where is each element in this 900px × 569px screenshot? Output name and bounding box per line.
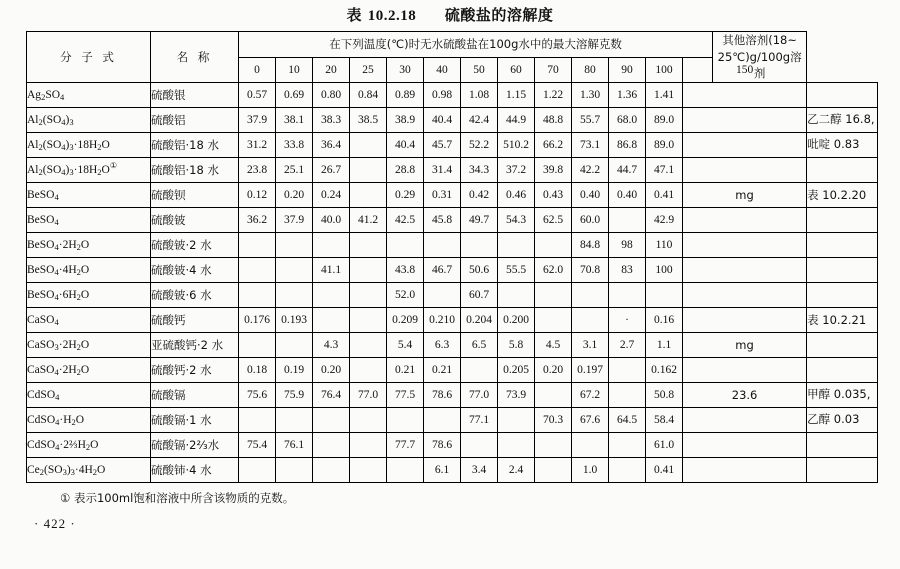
cell-value [683, 308, 807, 333]
cell-value: 0.24 [313, 183, 350, 208]
cell-name: 硫酸钙·2 水 [151, 358, 239, 383]
cell-value: 0.19 [276, 358, 313, 383]
page-number: · 422 · [34, 516, 76, 532]
cell-name: 硫酸镉·2⅔水 [151, 433, 239, 458]
header-temp-25: 25 [350, 57, 387, 83]
cell-value: 66.2 [535, 133, 572, 158]
cell-formula: BeSO$_4$ [27, 208, 151, 233]
cell-value: 0.197 [572, 358, 609, 383]
table-row [27, 383, 878, 408]
cell-value [498, 433, 535, 458]
header-temp-10: 10 [276, 57, 313, 83]
cell-value: 37.9 [239, 108, 276, 133]
cell-name: 硫酸镉 [151, 383, 239, 408]
title-number: 10.2.18 [367, 8, 417, 24]
cell-value: 38.9 [387, 108, 424, 133]
header-temp-50: 50 [461, 57, 498, 83]
table-row [27, 208, 878, 233]
cell-value: 70.8 [572, 258, 609, 283]
cell-value: 43.8 [387, 258, 424, 283]
cell-value: 54.3 [498, 208, 535, 233]
cell-value: 67.2 [572, 383, 609, 408]
cell-value [239, 458, 276, 483]
cell-value: 77.7 [387, 433, 424, 458]
cell-formula: $CdSO_4\cdot 2\frac{2}{3}H_2O$ [27, 433, 151, 458]
cell-value: 62.5 [535, 208, 572, 233]
cell-formula: $Ce_2(SO_3)_3\cdot 4H_2O$ [27, 458, 151, 483]
cell-value: 40.0 [313, 208, 350, 233]
cell-value: 38.3 [313, 108, 350, 133]
cell-formula: $Ag_2SO_4$ [27, 83, 151, 108]
cell-value: 76.4 [313, 383, 350, 408]
cell-value [572, 283, 609, 308]
cell-value [572, 308, 609, 333]
cell-value: 37.9 [276, 208, 313, 233]
cell-value: 36.2 [239, 208, 276, 233]
cell-note [807, 233, 878, 258]
cell-name: 硫酸铝·18 水 [151, 133, 239, 158]
cell-value: 0.89 [387, 83, 424, 108]
cell-value [276, 258, 313, 283]
cell-value: 58.4 [646, 408, 683, 433]
cell-value: 0.209 [387, 308, 424, 333]
cell-value: 33.8 [276, 133, 313, 158]
header-temp-150: 150 [683, 57, 807, 83]
cell-value [424, 233, 461, 258]
cell-value: 510.2 [498, 133, 535, 158]
cell-value: 5.4 [387, 333, 424, 358]
cell-formula: $CdSO_4\cdot H_2O$ [27, 408, 151, 433]
cell-value: 0.69 [276, 83, 313, 108]
cell-value [535, 233, 572, 258]
cell-value: 0.20 [313, 358, 350, 383]
cell-value [350, 333, 387, 358]
cell-value: 4.5 [535, 333, 572, 358]
cell-value [239, 283, 276, 308]
cell-name: 硫酸铍·6 水 [151, 283, 239, 308]
cell-value: 89.0 [646, 133, 683, 158]
cell-formula: $CaSO_4\cdot 2H_2O$ [27, 358, 151, 383]
cell-value: 45.8 [424, 208, 461, 233]
cell-value: 0.200 [498, 308, 535, 333]
cell-value: 75.6 [239, 383, 276, 408]
cell-value: 38.1 [276, 108, 313, 133]
cell-value: 86.8 [609, 133, 646, 158]
table-row [27, 258, 878, 283]
cell-note [807, 433, 878, 458]
cell-value [350, 408, 387, 433]
cell-value: 62.0 [535, 258, 572, 283]
cell-value [683, 258, 807, 283]
header-temp-60: 60 [498, 57, 535, 83]
cell-value: 0.40 [572, 183, 609, 208]
header-temp-90: 90 [609, 57, 646, 83]
cell-value: 39.8 [535, 158, 572, 183]
cell-value [609, 458, 646, 483]
cell-value: 0.20 [276, 183, 313, 208]
cell-value [461, 358, 498, 383]
cell-value: 34.3 [461, 158, 498, 183]
cell-value: 0.176 [239, 308, 276, 333]
cell-value [535, 308, 572, 333]
cell-solvent: 乙醇 0.03 [807, 408, 878, 433]
cell-value [350, 308, 387, 333]
header-temp-70: 70 [535, 57, 572, 83]
table-row [27, 308, 878, 333]
cell-value [387, 408, 424, 433]
cell-value: 23.8 [239, 158, 276, 183]
cell-value: 75.4 [239, 433, 276, 458]
cell-note [807, 358, 878, 383]
cell-value: 100 [646, 258, 683, 283]
cell-name: 硫酸铝·18 水 [151, 158, 239, 183]
cell-value [683, 433, 807, 458]
cell-value: 73.9 [498, 383, 535, 408]
cell-name: 硫酸银 [151, 83, 239, 108]
cell-note [807, 458, 878, 483]
cell-value: 83 [609, 258, 646, 283]
cell-value: 0.80 [313, 83, 350, 108]
cell-value: 52.0 [387, 283, 424, 308]
cell-formula: $CaSO_3\cdot 2H_2O$ [27, 333, 151, 358]
cell-value [535, 458, 572, 483]
cell-value [350, 158, 387, 183]
title-text: 硫酸盐的溶解度 [444, 6, 554, 24]
cell-name: 硫酸钙 [151, 308, 239, 333]
cell-value: 0.98 [424, 83, 461, 108]
cell-value: 0.162 [646, 358, 683, 383]
cell-value: 0.20 [535, 358, 572, 383]
cell-name: 硫酸铍 [151, 208, 239, 233]
cell-name: 硫酸铈·4 水 [151, 458, 239, 483]
cell-value: 0.29 [387, 183, 424, 208]
cell-value [276, 333, 313, 358]
cell-value: 55.5 [498, 258, 535, 283]
cell-value [387, 233, 424, 258]
cell-name: 硫酸铝 [151, 108, 239, 133]
cell-value: 46.7 [424, 258, 461, 283]
cell-note [807, 258, 878, 283]
header-temp-20: 20 [313, 57, 350, 83]
cell-value: 0.40 [609, 183, 646, 208]
cell-value: 1.30 [572, 83, 609, 108]
cell-formula: $Al_2(SO_4)_3\cdot 18H_2O$ [27, 133, 151, 158]
cell-value: 38.5 [350, 108, 387, 133]
cell-value [683, 233, 807, 258]
cell-name: 硫酸铍·2 水 [151, 233, 239, 258]
cell-value [609, 383, 646, 408]
cell-formula: CdSO$_4$ [27, 383, 151, 408]
cell-value: 61.0 [646, 433, 683, 458]
cell-value [313, 283, 350, 308]
cell-value [239, 408, 276, 433]
cell-formula: $BeSO_4\cdot 6H_2O$ [27, 283, 151, 308]
cell-value: 55.7 [572, 108, 609, 133]
cell-value: 3.4 [461, 458, 498, 483]
cell-value [498, 283, 535, 308]
table-row [27, 233, 878, 258]
cell-value [683, 283, 807, 308]
table-row [27, 158, 878, 183]
cell-value: 1.41 [646, 83, 683, 108]
cell-value: mg [683, 333, 807, 358]
cell-value [535, 283, 572, 308]
cell-value: 31.2 [239, 133, 276, 158]
cell-note [807, 333, 878, 358]
cell-value: 0.31 [424, 183, 461, 208]
cell-value: 49.7 [461, 208, 498, 233]
header-other-solvent-line2: 25℃)g/100g溶剂 [717, 49, 802, 81]
cell-value: 44.9 [498, 108, 535, 133]
cell-value: 60.7 [461, 283, 498, 308]
cell-value: 40.4 [424, 108, 461, 133]
cell-value [646, 283, 683, 308]
table-row [27, 358, 878, 383]
cell-value: 5.8 [498, 333, 535, 358]
cell-value: 44.7 [609, 158, 646, 183]
cell-value [350, 358, 387, 383]
table-row [27, 458, 878, 483]
cell-note: 表 10.2.20 [807, 183, 878, 208]
cell-formula: $BeSO_4\cdot 4H_2O$ [27, 258, 151, 283]
cell-value [350, 458, 387, 483]
table-body [27, 83, 878, 483]
cell-value: 26.7 [313, 158, 350, 183]
cell-value: 1.1 [646, 333, 683, 358]
cell-value [498, 408, 535, 433]
cell-value: 78.6 [424, 383, 461, 408]
cell-value: 77.5 [387, 383, 424, 408]
cell-note [807, 158, 878, 183]
cell-value [239, 233, 276, 258]
table-row [27, 133, 878, 158]
table-row [27, 333, 878, 358]
cell-value: 0.46 [498, 183, 535, 208]
cell-value [350, 433, 387, 458]
cell-value [609, 208, 646, 233]
cell-value: 78.6 [424, 433, 461, 458]
cell-value: 0.210 [424, 308, 461, 333]
cell-value: 52.2 [461, 133, 498, 158]
cell-value: 50.8 [646, 383, 683, 408]
cell-value: 0.16 [646, 308, 683, 333]
cell-value [350, 183, 387, 208]
cell-value [609, 433, 646, 458]
cell-value: 28.8 [387, 158, 424, 183]
cell-value: 0.41 [646, 183, 683, 208]
cell-value: 25.1 [276, 158, 313, 183]
cell-value: 42.9 [646, 208, 683, 233]
cell-value: 0.42 [461, 183, 498, 208]
cell-value [683, 458, 807, 483]
table-row [27, 283, 878, 308]
cell-value: 77.0 [350, 383, 387, 408]
cell-value: 6.1 [424, 458, 461, 483]
cell-value: 0.205 [498, 358, 535, 383]
header-other-solvent-line1: 其他溶剂(18~ [722, 33, 797, 47]
cell-value [683, 358, 807, 383]
cell-solvent: 吡啶 0.83 [807, 133, 878, 158]
cell-value: 0.41 [646, 458, 683, 483]
cell-value: 0.193 [276, 308, 313, 333]
header-temp-100: 100 [646, 57, 683, 83]
cell-value [461, 233, 498, 258]
header-temp-30: 30 [387, 57, 424, 83]
cell-value: 70.3 [535, 408, 572, 433]
table-header-row-1 [27, 32, 878, 58]
table-row [27, 183, 878, 208]
cell-value [276, 283, 313, 308]
cell-value: 110 [646, 233, 683, 258]
cell-value: 0.21 [387, 358, 424, 383]
cell-value: 0.12 [239, 183, 276, 208]
cell-value [535, 383, 572, 408]
cell-value: 1.36 [609, 83, 646, 108]
cell-value [683, 408, 807, 433]
cell-value [313, 233, 350, 258]
cell-value [609, 358, 646, 383]
cell-value [276, 408, 313, 433]
solubility-table [26, 31, 878, 483]
cell-value: 3.1 [572, 333, 609, 358]
header-temp-0: 0 [239, 57, 276, 83]
cell-value: 0.84 [350, 83, 387, 108]
cell-value: 75.9 [276, 383, 313, 408]
cell-solvent: 甲醇 0.035, [807, 383, 878, 408]
cell-value: 68.0 [609, 108, 646, 133]
cell-name: 硫酸铍·4 水 [151, 258, 239, 283]
cell-value: 2.7 [609, 333, 646, 358]
cell-formula: $Al_2(SO_4)_3$ [27, 108, 151, 133]
cell-value: 0.18 [239, 358, 276, 383]
cell-value [313, 408, 350, 433]
cell-value [424, 408, 461, 433]
cell-value: 36.4 [313, 133, 350, 158]
cell-value: 67.6 [572, 408, 609, 433]
cell-value: 1.22 [535, 83, 572, 108]
cell-solvent: 乙二醇 16.8, [807, 108, 878, 133]
cell-value [313, 458, 350, 483]
cell-value: 77.0 [461, 383, 498, 408]
cell-value: 1.15 [498, 83, 535, 108]
cell-value [313, 433, 350, 458]
cell-value: 84.8 [572, 233, 609, 258]
cell-value [350, 233, 387, 258]
cell-value: 31.4 [424, 158, 461, 183]
cell-value: mg [683, 183, 807, 208]
cell-value: 1.0 [572, 458, 609, 483]
cell-value [498, 233, 535, 258]
cell-value: 42.5 [387, 208, 424, 233]
cell-value: 60.0 [572, 208, 609, 233]
cell-note: 表 10.2.21 [807, 308, 878, 333]
cell-value: 0.21 [424, 358, 461, 383]
header-temp-80: 80 [572, 57, 609, 83]
cell-value [424, 283, 461, 308]
cell-value: 23.6 [683, 383, 807, 408]
cell-name: 亚硫酸钙·2 水 [151, 333, 239, 358]
header-formula: 分 子 式 [27, 32, 151, 83]
cell-value: 45.7 [424, 133, 461, 158]
header-name: 名 称 [151, 32, 239, 83]
cell-name: 硫酸钡 [151, 183, 239, 208]
cell-value: 47.1 [646, 158, 683, 183]
cell-value: 1.08 [461, 83, 498, 108]
cell-value [683, 208, 807, 233]
cell-value: 50.6 [461, 258, 498, 283]
cell-value: 64.5 [609, 408, 646, 433]
cell-value: 41.2 [350, 208, 387, 233]
cell-note [807, 83, 878, 108]
cell-value [683, 83, 807, 108]
cell-value: 40.4 [387, 133, 424, 158]
cell-value [276, 233, 313, 258]
cell-value [239, 258, 276, 283]
cell-formula: CaSO$_4$ [27, 308, 151, 333]
cell-value: 76.1 [276, 433, 313, 458]
cell-value [683, 158, 807, 183]
cell-value: 6.3 [424, 333, 461, 358]
cell-value [609, 283, 646, 308]
cell-value [276, 458, 313, 483]
cell-value [350, 133, 387, 158]
cell-value: 89.0 [646, 108, 683, 133]
cell-value [461, 433, 498, 458]
cell-value [683, 133, 807, 158]
cell-value [572, 433, 609, 458]
cell-value: 73.1 [572, 133, 609, 158]
table-row [27, 83, 878, 108]
cell-value: 41.1 [313, 258, 350, 283]
cell-value: 42.4 [461, 108, 498, 133]
cell-formula: $Al_2(SO_4)_3\cdot 18H_2O^①$ [27, 158, 151, 183]
cell-value [387, 458, 424, 483]
cell-value [313, 308, 350, 333]
cell-value [239, 333, 276, 358]
cell-name: 硫酸镉·1 水 [151, 408, 239, 433]
cell-value: 4.3 [313, 333, 350, 358]
cell-value: · [609, 308, 646, 333]
cell-value [683, 108, 807, 133]
cell-value: 48.8 [535, 108, 572, 133]
cell-value: 42.2 [572, 158, 609, 183]
cell-value [350, 258, 387, 283]
table-row [27, 408, 878, 433]
cell-value: 0.43 [535, 183, 572, 208]
header-temperature-span: 在下列温度(℃)时无水硫酸盐在100g水中的最大溶解克数 [239, 32, 713, 58]
cell-value: 98 [609, 233, 646, 258]
table-row [27, 433, 878, 458]
cell-note [807, 283, 878, 308]
title-prefix: 表 [346, 6, 363, 24]
cell-formula: $BeSO_4\cdot 2H_2O$ [27, 233, 151, 258]
cell-value: 2.4 [498, 458, 535, 483]
cell-value: 0.204 [461, 308, 498, 333]
cell-value: 37.2 [498, 158, 535, 183]
cell-value: 0.57 [239, 83, 276, 108]
cell-value [535, 433, 572, 458]
footnote: ① 表示100ml饱和溶液中所含该物质的克数。 [60, 491, 295, 506]
cell-value [350, 283, 387, 308]
cell-value: 77.1 [461, 408, 498, 433]
cell-value: 6.5 [461, 333, 498, 358]
table-row [27, 108, 878, 133]
page-title [0, 0, 900, 31]
cell-formula: BeSO$_4$ [27, 183, 151, 208]
header-temp-40: 40 [424, 57, 461, 83]
cell-note [807, 208, 878, 233]
